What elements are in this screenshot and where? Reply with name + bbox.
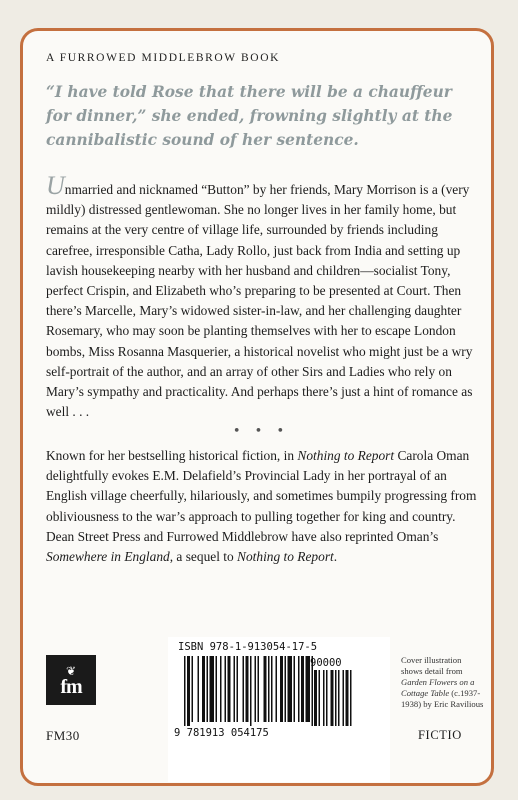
blurb-paragraph-1 [46, 171, 482, 422]
drop-cap: U [46, 171, 65, 200]
barcode-addon-bar [331, 670, 334, 726]
barcode-bar [246, 656, 249, 722]
barcode-addon-bar [335, 670, 337, 726]
barcode-bar [243, 656, 245, 722]
barcode-bar [294, 656, 296, 722]
barcode-bar [250, 656, 252, 726]
barcode-bar [234, 656, 236, 722]
credit-text-b: (c.1937-1938) by Eric Ravilious [401, 688, 484, 709]
barcode-bar [228, 656, 231, 722]
isbn-label: ISBN 978-1-913054-17-5 [178, 641, 318, 653]
barcode-bar [268, 656, 270, 722]
credit-text-a: Cover illustration shows detail from [401, 655, 463, 676]
barcode-bar [184, 656, 186, 726]
barcode-addon-bar [319, 670, 321, 726]
logo-text: fm [60, 675, 82, 698]
barcode-addon-bar [350, 670, 352, 726]
credit-title: Garden Flowers on a Cottage Table [401, 677, 475, 698]
barcode-bar [258, 656, 260, 722]
publisher-logo [46, 655, 96, 705]
barcode-addon-bar [326, 670, 328, 726]
blurb-paragraph-2 [46, 446, 482, 567]
barcode-bar [301, 656, 304, 722]
barcode-bar [271, 656, 273, 722]
barcode-bar [285, 656, 287, 722]
barcode-bar [220, 656, 222, 722]
series-code: FM30 [46, 728, 80, 743]
barcode-bar [298, 656, 300, 722]
barcode-bar [192, 656, 194, 722]
p2-text-c: , a sequel to [169, 549, 238, 565]
barcode-addon-bar [323, 670, 325, 726]
cover-credit [401, 655, 485, 710]
barcode-number: 9 781913 054175 [174, 727, 269, 739]
barcode-bars [174, 656, 384, 728]
barcode-addon-bar [343, 670, 345, 726]
barcode-addon-bar [314, 670, 317, 726]
p2-title-3: Nothing to Report [237, 549, 334, 565]
blurb-paragraph-1-text: nmarried and nicknamed “Button” by her friends, Mary Morrison is a (very mildly) distressed gentlewoman. She no longer lives in her family home, but remains at the very centre of village life, surrounded by friends including carefree, irresponsible Catha, Lady Rollo, just back from India and setting up lavish housekeeping nearby with her husband and children—socialist Tony, perfect Crispin, and Elizabeth who’s preparing to be presented at Court. Then there’s Marcelle, Mary’s widowed sister-in-law, and her challenging daughter Rosemary, who may soon be planting themselves with her to escape London bombs, Miss Rosanna Masquerier, a historical novelist who might just be a wry self-portrait of the author, and an array of other Sirs and Ladies who rely on Mary’s sympathy and practicality. And perhaps there’s just a hint of romance as well . . . [46, 182, 473, 420]
p2-text-d: . [333, 549, 338, 565]
barcode-panel [168, 637, 390, 782]
p2-title-1: Nothing to Report [297, 448, 395, 463]
barcode-bar [198, 656, 200, 722]
barcode-bar [237, 656, 239, 722]
barcode-bar [216, 656, 218, 722]
p2-text-b: Carola Oman delightfully evokes E.M. Delafield’s Provincial Lady in her portrayal of an English village cheerfully, hilariously, and sometimes bumpily progressing from obliviousness to the war’s approach to pulling together for king and country. Dean Street Press and Furrowed Middlebrow have also reprinted Oman’s [46, 448, 477, 544]
barcode-bar [202, 656, 205, 722]
barcode-addon-bar [346, 670, 349, 726]
barcode-addon: 90000 [310, 657, 342, 669]
barcode-addon-bar [338, 670, 340, 726]
barcode-bar [288, 656, 293, 722]
barcode-bar [280, 656, 283, 722]
barcode-bar [276, 656, 278, 722]
imprint-line: A FURROWED MIDDLEBROW BOOK [46, 52, 281, 64]
barcode-bar [225, 656, 227, 722]
barcode-bar [210, 656, 215, 722]
section-separator: • • • [232, 423, 290, 439]
barcode-bar [264, 656, 267, 722]
barcode-bar [187, 656, 190, 726]
p2-title-2: Somewhere in England [46, 549, 170, 565]
p2-text-a: Known for her bestselling historical fiction, in [46, 448, 298, 463]
barcode-bar [255, 656, 257, 722]
pull-quote: “I have told Rose that there will be a chauffeur for dinner,” she ended, frowning slightly at the cannibalistic sound of her sentence. [46, 83, 453, 149]
genre-label: FICTIO [418, 728, 462, 742]
barcode-bar [207, 656, 209, 722]
leaf-icon: ❦ [65, 663, 77, 678]
